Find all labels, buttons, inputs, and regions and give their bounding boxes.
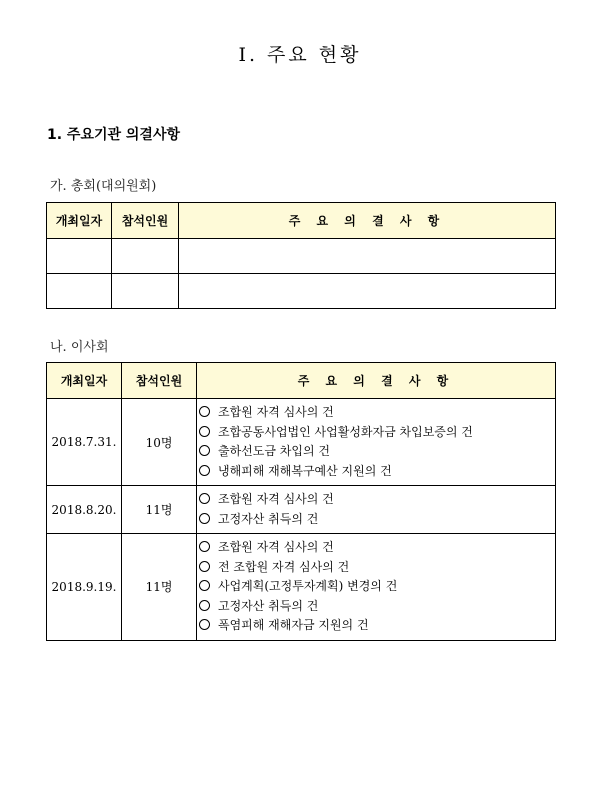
resolution-text: 냉해피해 재해복구예산 지원의 건 — [218, 463, 392, 478]
table-row — [47, 399, 556, 486]
board-heading: 나. 이사회 — [50, 340, 109, 355]
circle-bullet-icon — [199, 600, 210, 611]
list-item — [199, 577, 555, 597]
list-item — [199, 403, 555, 423]
circle-bullet-icon — [199, 406, 210, 417]
table-cell — [179, 239, 556, 274]
list-item — [199, 510, 555, 530]
list-item — [199, 442, 555, 462]
header-date: 개최일자 — [47, 203, 112, 239]
resolution-list — [197, 534, 556, 641]
resolution-text: 조합원 자격 심사의 건 — [218, 492, 334, 506]
board-table — [46, 362, 556, 641]
list-item — [199, 538, 555, 558]
resolution-text: 조합원 자격 심사의 건 — [218, 405, 334, 419]
resolution-text: 폭염피해 재해자금 지원의 건 — [218, 618, 369, 632]
attendee-count: 10명 — [122, 399, 197, 486]
table-row — [47, 534, 556, 641]
meeting-date: 2018.9.19. — [47, 534, 122, 641]
table-cell — [112, 239, 179, 274]
list-item — [199, 597, 555, 617]
resolution-text: 전 조합원 자격 심사의 건 — [218, 559, 350, 574]
table-header-row — [47, 363, 556, 399]
resolution-text: 조합공동사업법인 사업활성화자금 차입보증의 건 — [218, 424, 473, 439]
meeting-date: 2018.7.31. — [47, 399, 122, 486]
header-date: 개최일자 — [47, 363, 122, 399]
general-meeting-table — [46, 202, 556, 309]
resolution-list — [197, 399, 556, 486]
circle-bullet-icon — [199, 561, 210, 572]
resolution-text: 출하선도금 차입의 건 — [218, 444, 330, 458]
circle-bullet-icon — [199, 619, 210, 630]
resolution-text: 조합원 자격 심사의 건 — [218, 540, 334, 554]
attendee-count: 11명 — [122, 534, 197, 641]
list-item — [199, 616, 555, 636]
section-heading: 1. 주요기관 의결사항 — [47, 127, 180, 143]
meeting-date: 2018.8.20. — [47, 486, 122, 534]
circle-bullet-icon — [199, 541, 210, 552]
table-cell — [112, 274, 179, 309]
table-header-row — [47, 203, 556, 239]
list-item — [199, 490, 555, 510]
table-cell — [47, 239, 112, 274]
resolution-text: 사업계획(고정투자계획) 변경의 건 — [218, 579, 398, 593]
page-title: Ⅰ. 주요 현황 — [238, 44, 362, 66]
attendee-count: 11명 — [122, 486, 197, 534]
table-cell — [179, 274, 556, 309]
header-subject: 주 요 의 결 사 항 — [179, 203, 556, 239]
general-meeting-heading: 가. 총회(대의원회) — [50, 179, 157, 194]
table-row — [47, 486, 556, 534]
circle-bullet-icon — [199, 426, 210, 437]
list-item — [199, 462, 555, 482]
circle-bullet-icon — [199, 465, 210, 476]
resolution-text: 고정자산 취득의 건 — [218, 598, 319, 613]
list-item — [199, 423, 555, 443]
circle-bullet-icon — [199, 493, 210, 504]
header-attendees: 참석인원 — [112, 203, 179, 239]
circle-bullet-icon — [199, 445, 210, 456]
resolution-text: 고정자산 취득의 건 — [218, 511, 319, 526]
table-cell — [47, 274, 112, 309]
circle-bullet-icon — [199, 513, 210, 524]
table-row — [47, 274, 556, 309]
header-attendees: 참석인원 — [122, 363, 197, 399]
circle-bullet-icon — [199, 580, 210, 591]
header-subject: 주 요 의 결 사 항 — [197, 363, 556, 399]
table-row — [47, 239, 556, 274]
list-item — [199, 558, 555, 578]
resolution-list — [197, 486, 556, 534]
